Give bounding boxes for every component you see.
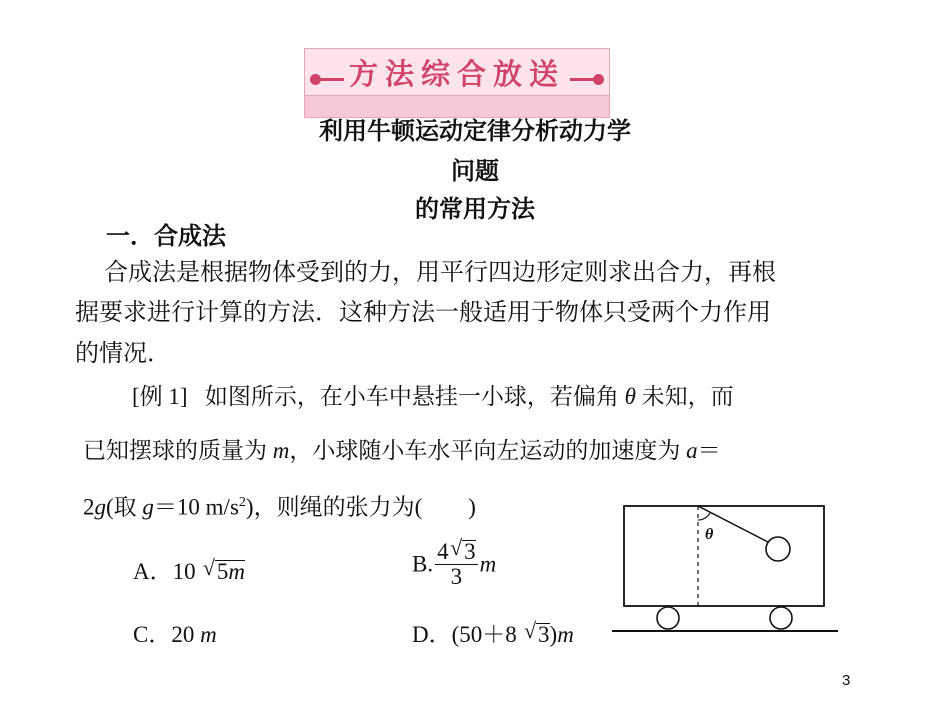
option-d[interactable]: D．(50＋8 √ 3)m [412, 620, 574, 650]
option-b[interactable]: B. $\frac{4 √ 3}{3}$ m [412, 540, 496, 589]
example-line-3: 2g(取 g＝10 $m/s^2$)，则绳的张力为( ) [83, 494, 476, 520]
fraction: $\frac{4 √ 3}{3}$ [435, 540, 478, 589]
option-c[interactable]: C．20 m [133, 622, 217, 647]
angle-arc [698, 513, 710, 520]
section-heading: 一．合成法 [106, 222, 226, 250]
page-title-line2: 问题 [451, 157, 499, 185]
ball [766, 537, 790, 561]
page-title-line1: 利用牛顿运动定律分析动力学 [319, 117, 631, 145]
section-banner [304, 48, 610, 118]
paragraph-line-3: 的情况． [75, 339, 171, 367]
banner-text: 方法综合放送 [344, 54, 570, 94]
paragraph-line-1: 合成法是根据物体受到的力，用平行四边形定则求出合力，再根 [104, 258, 776, 286]
wheel-left [657, 607, 679, 629]
wheel-right [770, 607, 792, 629]
sqrt-symbol: √ 5m [215, 560, 245, 583]
cart-body [624, 506, 824, 606]
paragraph-line-2: 据要求进行计算的方法．这种方法一般适用于物体只受两个力作用 [75, 298, 771, 326]
example-line-1: [例 1] 如图所示，在小车中悬挂一小球，若偏角 θ 未知，而 [132, 384, 734, 409]
cart-figure [610, 498, 840, 638]
example-label: [例 1] [132, 384, 188, 409]
example-line-2: 已知摆球的质量为 m，小球随小车水平向左运动的加速度为 a＝ [83, 438, 721, 463]
theta-symbol: θ [624, 384, 636, 409]
cart-diagram [610, 498, 840, 638]
option-a[interactable]: A．10 √ 5m [133, 557, 245, 587]
angle-label: θ [705, 526, 714, 543]
page-title-line3: 的常用方法 [415, 195, 535, 223]
page-number: 3 [842, 672, 851, 689]
